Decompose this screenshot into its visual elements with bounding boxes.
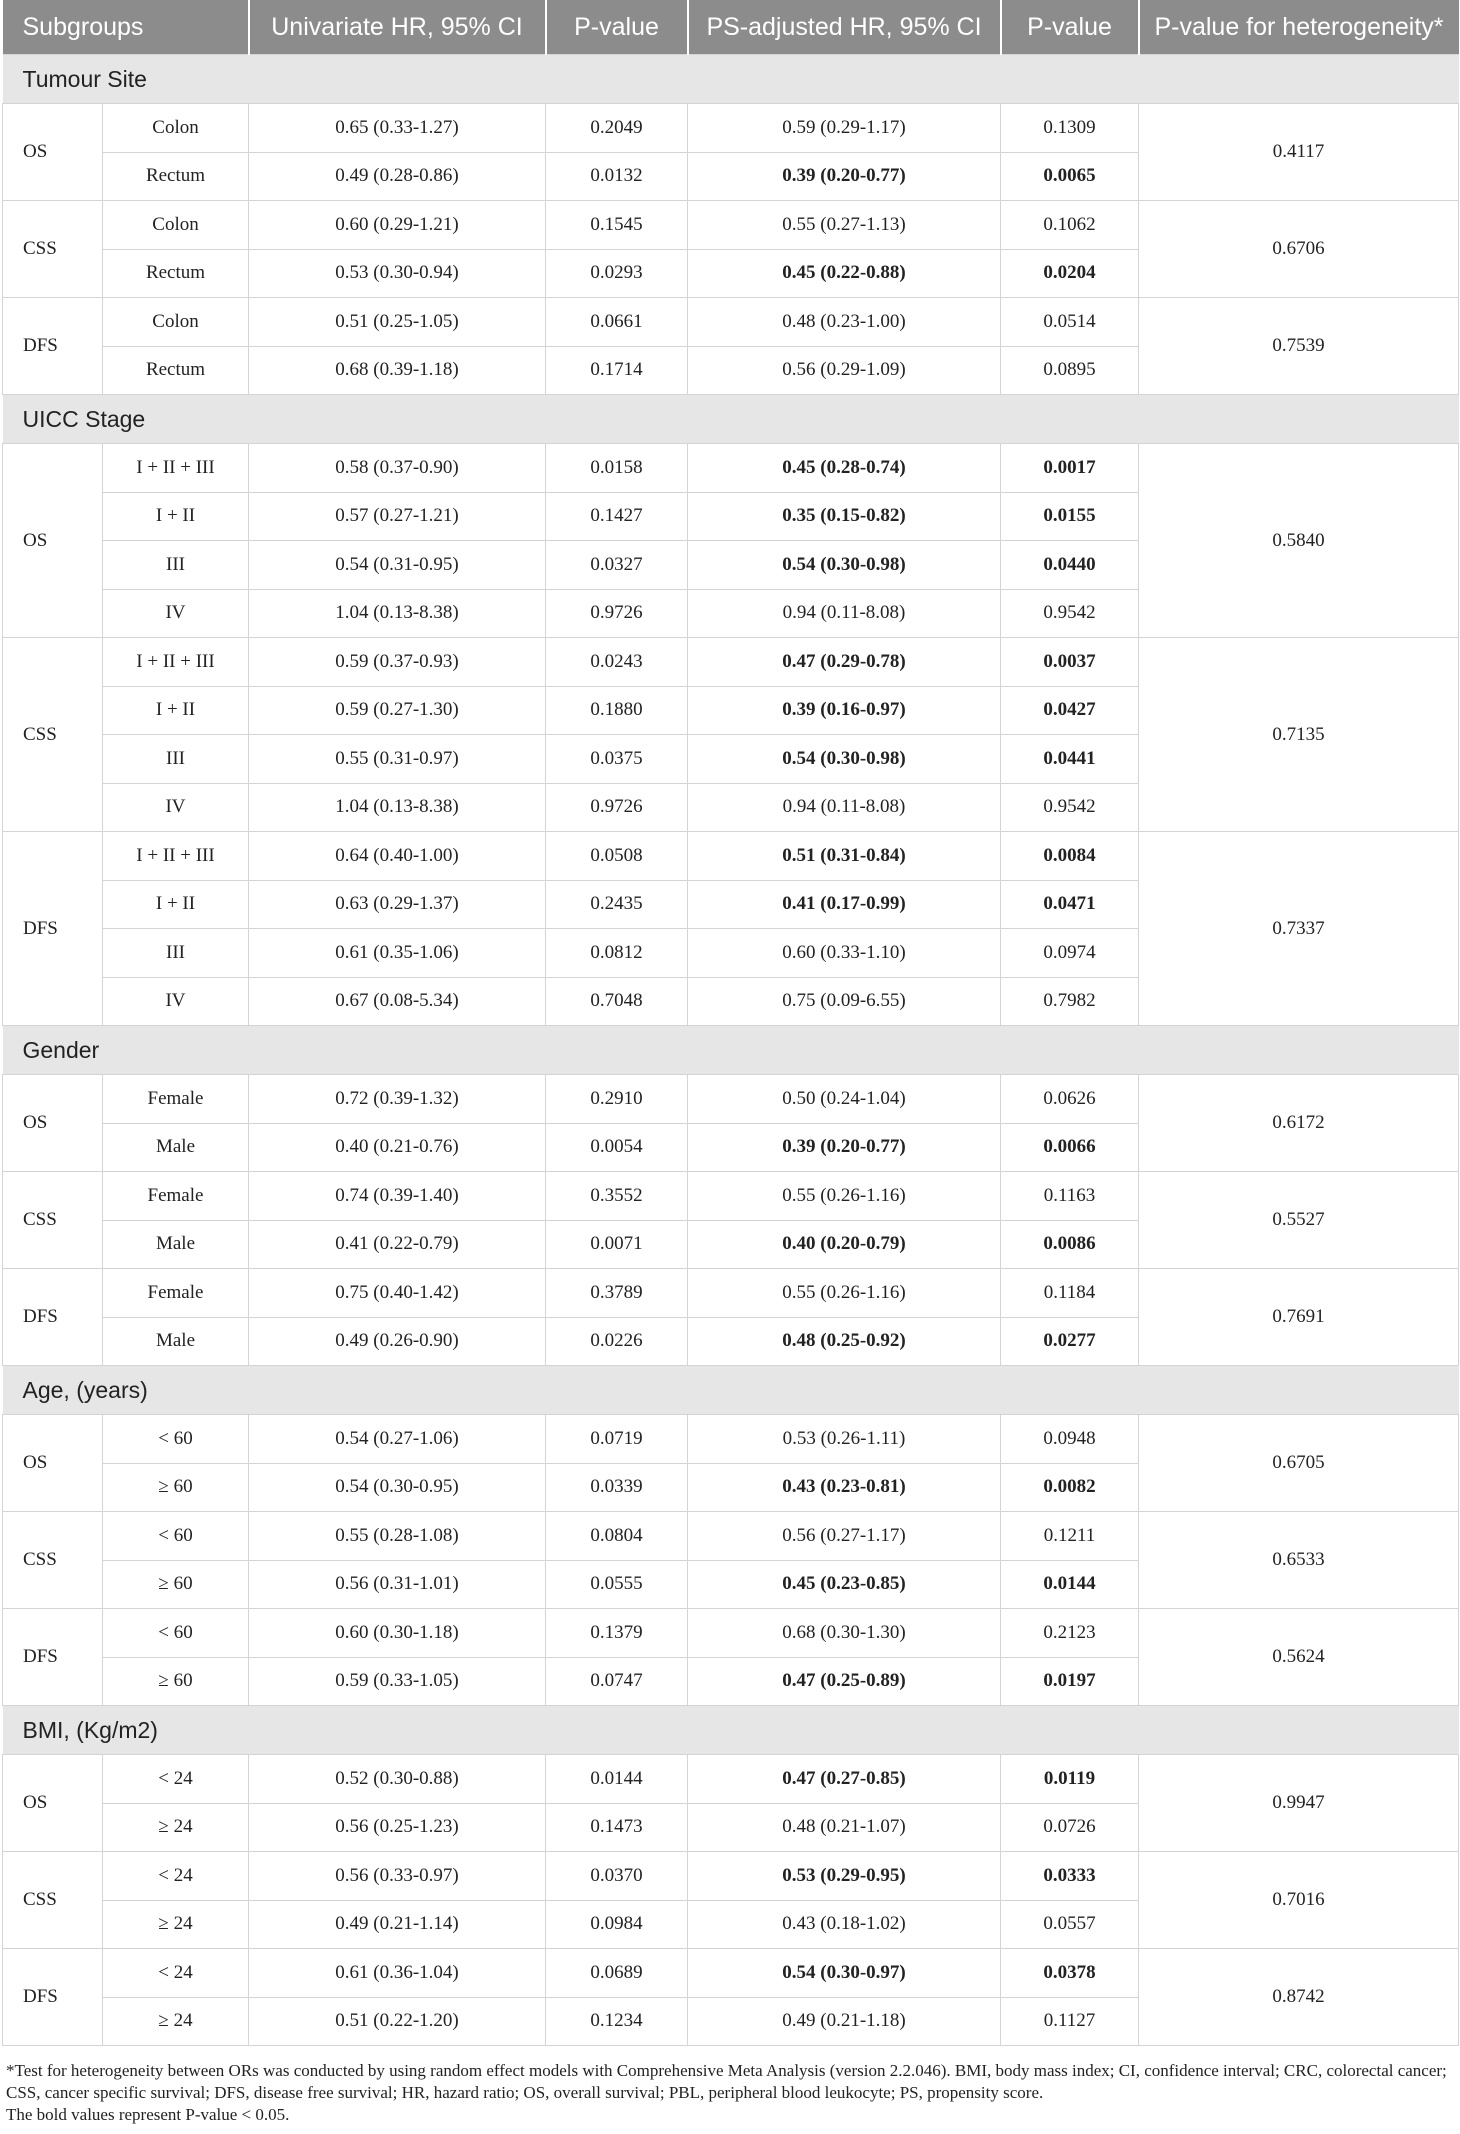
subgroup-cell: III (103, 541, 249, 590)
outcome-cell: CSS (3, 201, 103, 298)
subgroup-cell: I + II (103, 686, 249, 735)
ps-adjusted-hr-cell: 0.50 (0.24-1.04) (688, 1075, 1001, 1124)
outcome-cell: OS (3, 104, 103, 201)
univariate-hr-cell: 0.52 (0.30-0.88) (249, 1755, 546, 1804)
ps-adjusted-hr-cell: 0.47 (0.25-0.89) (688, 1657, 1001, 1706)
ps-adjusted-hr-cell: 0.55 (0.26-1.16) (688, 1269, 1001, 1318)
outcome-cell: CSS (3, 1172, 103, 1269)
univariate-hr-cell: 0.67 (0.08-5.34) (249, 977, 546, 1026)
ps-adjusted-hr-cell: 0.51 (0.31-0.84) (688, 832, 1001, 881)
univariate-p-cell: 0.7048 (546, 977, 688, 1026)
subgroup-hr-table (2, 0, 1459, 2046)
univariate-hr-cell: 0.54 (0.30-0.95) (249, 1463, 546, 1512)
ps-adjusted-hr-cell: 0.56 (0.29-1.09) (688, 346, 1001, 395)
ps-adjusted-p-cell: 0.0144 (1001, 1560, 1139, 1609)
subgroup-cell: < 60 (103, 1415, 249, 1464)
univariate-p-cell: 0.0689 (546, 1949, 688, 1998)
heterogeneity-p-cell: 0.7539 (1139, 298, 1459, 395)
ps-adjusted-hr-cell: 0.68 (0.30-1.30) (688, 1609, 1001, 1658)
subgroup-cell: Rectum (103, 152, 249, 201)
outcome-cell: DFS (3, 832, 103, 1026)
ps-adjusted-hr-cell: 0.54 (0.30-0.98) (688, 541, 1001, 590)
subgroup-cell: IV (103, 589, 249, 638)
univariate-p-cell: 0.0508 (546, 832, 688, 881)
ps-adjusted-p-cell: 0.0974 (1001, 929, 1139, 978)
univariate-hr-cell: 0.74 (0.39-1.40) (249, 1172, 546, 1221)
univariate-p-cell: 0.1880 (546, 686, 688, 735)
table-row (3, 1512, 1459, 1561)
section-title: Gender (3, 1026, 1459, 1075)
section-header-row (3, 55, 1459, 104)
univariate-hr-cell: 0.53 (0.30-0.94) (249, 249, 546, 298)
univariate-p-cell: 0.1427 (546, 492, 688, 541)
univariate-hr-cell: 0.56 (0.33-0.97) (249, 1852, 546, 1901)
subgroup-cell: Male (103, 1123, 249, 1172)
univariate-p-cell: 0.0293 (546, 249, 688, 298)
table-row (3, 1172, 1459, 1221)
univariate-hr-cell: 0.40 (0.21-0.76) (249, 1123, 546, 1172)
table-row (3, 832, 1459, 881)
outcome-cell: OS (3, 1415, 103, 1512)
ps-adjusted-p-cell: 0.0277 (1001, 1317, 1139, 1366)
ps-adjusted-hr-cell: 0.41 (0.17-0.99) (688, 880, 1001, 929)
ps-adjusted-p-cell: 0.0037 (1001, 638, 1139, 687)
outcome-cell: CSS (3, 1852, 103, 1949)
ps-adjusted-p-cell: 0.0471 (1001, 880, 1139, 929)
univariate-hr-cell: 0.72 (0.39-1.32) (249, 1075, 546, 1124)
heterogeneity-p-cell: 0.5624 (1139, 1609, 1459, 1706)
table-row (3, 201, 1459, 250)
subgroup-cell: I + II + III (103, 832, 249, 881)
univariate-hr-cell: 0.59 (0.27-1.30) (249, 686, 546, 735)
ps-adjusted-p-cell: 0.0017 (1001, 444, 1139, 493)
subgroup-cell: < 24 (103, 1949, 249, 1998)
ps-adjusted-hr-cell: 0.53 (0.29-0.95) (688, 1852, 1001, 1901)
subgroup-cell: Male (103, 1317, 249, 1366)
header-p-heterogeneity: P-value for heterogeneity* (1139, 0, 1459, 55)
ps-adjusted-hr-cell: 0.48 (0.25-0.92) (688, 1317, 1001, 1366)
univariate-hr-cell: 1.04 (0.13-8.38) (249, 783, 546, 832)
subgroup-cell: Female (103, 1172, 249, 1221)
univariate-hr-cell: 0.56 (0.31-1.01) (249, 1560, 546, 1609)
header-p-value-adjusted: P-value (1001, 0, 1139, 55)
ps-adjusted-hr-cell: 0.55 (0.27-1.13) (688, 201, 1001, 250)
ps-adjusted-p-cell: 0.0197 (1001, 1657, 1139, 1706)
ps-adjusted-p-cell: 0.0082 (1001, 1463, 1139, 1512)
section-header-row (3, 1026, 1459, 1075)
ps-adjusted-p-cell: 0.0204 (1001, 249, 1139, 298)
section-title: BMI, (Kg/m2) (3, 1706, 1459, 1755)
footnote-abbreviations: *Test for heterogeneity between ORs was conducted by using random effect models with Comprehensive Meta Analysis (version 2.2.046). BMI, body mass index; CI, confidence interval; CRC, colorectal cancer; CSS, cancer specific survival; DFS, disease free survival; HR, hazard ratio; OS, overall survival; PBL, peripheral blood leukocyte; PS, propensity score. (6, 2061, 1447, 2102)
outcome-cell: DFS (3, 298, 103, 395)
ps-adjusted-p-cell: 0.0084 (1001, 832, 1139, 881)
univariate-p-cell: 0.1379 (546, 1609, 688, 1658)
univariate-hr-cell: 0.55 (0.31-0.97) (249, 735, 546, 784)
heterogeneity-p-cell: 0.9947 (1139, 1755, 1459, 1852)
univariate-p-cell: 0.2049 (546, 104, 688, 153)
univariate-p-cell: 0.0071 (546, 1220, 688, 1269)
ps-adjusted-p-cell: 0.0948 (1001, 1415, 1139, 1464)
univariate-p-cell: 0.0144 (546, 1755, 688, 1804)
univariate-p-cell: 0.3789 (546, 1269, 688, 1318)
subgroup-cell: Colon (103, 201, 249, 250)
ps-adjusted-p-cell: 0.0626 (1001, 1075, 1139, 1124)
subgroup-cell: ≥ 60 (103, 1560, 249, 1609)
ps-adjusted-hr-cell: 0.94 (0.11-8.08) (688, 589, 1001, 638)
ps-adjusted-hr-cell: 0.45 (0.28-0.74) (688, 444, 1001, 493)
table-row (3, 1755, 1459, 1804)
ps-adjusted-hr-cell: 0.39 (0.20-0.77) (688, 152, 1001, 201)
outcome-cell: CSS (3, 638, 103, 832)
table-row (3, 1609, 1459, 1658)
univariate-hr-cell: 0.58 (0.37-0.90) (249, 444, 546, 493)
ps-adjusted-p-cell: 0.0066 (1001, 1123, 1139, 1172)
heterogeneity-p-cell: 0.4117 (1139, 104, 1459, 201)
subgroup-cell: Colon (103, 104, 249, 153)
ps-adjusted-p-cell: 0.0427 (1001, 686, 1139, 735)
ps-adjusted-hr-cell: 0.54 (0.30-0.97) (688, 1949, 1001, 1998)
univariate-p-cell: 0.0804 (546, 1512, 688, 1561)
ps-adjusted-hr-cell: 0.49 (0.21-1.18) (688, 1997, 1001, 2046)
outcome-cell: DFS (3, 1609, 103, 1706)
ps-adjusted-p-cell: 0.0895 (1001, 346, 1139, 395)
univariate-p-cell: 0.0327 (546, 541, 688, 590)
ps-adjusted-hr-cell: 0.55 (0.26-1.16) (688, 1172, 1001, 1221)
ps-adjusted-p-cell: 0.0333 (1001, 1852, 1139, 1901)
univariate-hr-cell: 0.56 (0.25-1.23) (249, 1803, 546, 1852)
univariate-p-cell: 0.2910 (546, 1075, 688, 1124)
subgroup-cell: IV (103, 783, 249, 832)
heterogeneity-p-cell: 0.5840 (1139, 444, 1459, 638)
univariate-p-cell: 0.1473 (546, 1803, 688, 1852)
ps-adjusted-hr-cell: 0.45 (0.22-0.88) (688, 249, 1001, 298)
univariate-p-cell: 0.0226 (546, 1317, 688, 1366)
univariate-hr-cell: 0.49 (0.28-0.86) (249, 152, 546, 201)
heterogeneity-p-cell: 0.7691 (1139, 1269, 1459, 1366)
heterogeneity-p-cell: 0.6706 (1139, 201, 1459, 298)
ps-adjusted-p-cell: 0.0378 (1001, 1949, 1139, 1998)
univariate-p-cell: 0.0719 (546, 1415, 688, 1464)
subgroup-cell: I + II + III (103, 638, 249, 687)
table-header-row (3, 0, 1459, 55)
subgroup-cell: Rectum (103, 346, 249, 395)
table-row (3, 638, 1459, 687)
heterogeneity-p-cell: 0.6533 (1139, 1512, 1459, 1609)
table-row (3, 1269, 1459, 1318)
section-header-row (3, 1366, 1459, 1415)
outcome-cell: CSS (3, 1512, 103, 1609)
header-ps-adjusted-hr: PS-adjusted HR, 95% CI (688, 0, 1001, 55)
univariate-hr-cell: 0.64 (0.40-1.00) (249, 832, 546, 881)
univariate-p-cell: 0.1714 (546, 346, 688, 395)
section-title: Age, (years) (3, 1366, 1459, 1415)
outcome-cell: OS (3, 1755, 103, 1852)
ps-adjusted-p-cell: 0.7982 (1001, 977, 1139, 1026)
univariate-hr-cell: 0.54 (0.31-0.95) (249, 541, 546, 590)
univariate-hr-cell: 0.51 (0.25-1.05) (249, 298, 546, 347)
ps-adjusted-hr-cell: 0.60 (0.33-1.10) (688, 929, 1001, 978)
table-footnotes (0, 2046, 1460, 2126)
heterogeneity-p-cell: 0.8742 (1139, 1949, 1459, 2046)
ps-adjusted-hr-cell: 0.48 (0.23-1.00) (688, 298, 1001, 347)
univariate-p-cell: 0.0132 (546, 152, 688, 201)
subgroup-cell: ≥ 24 (103, 1997, 249, 2046)
ps-adjusted-p-cell: 0.1127 (1001, 1997, 1139, 2046)
univariate-hr-cell: 0.61 (0.36-1.04) (249, 1949, 546, 1998)
section-header-row (3, 395, 1459, 444)
ps-adjusted-hr-cell: 0.53 (0.26-1.11) (688, 1415, 1001, 1464)
univariate-p-cell: 0.0370 (546, 1852, 688, 1901)
univariate-hr-cell: 0.54 (0.27-1.06) (249, 1415, 546, 1464)
table-body (3, 55, 1459, 2046)
table-row (3, 444, 1459, 493)
outcome-cell: DFS (3, 1269, 103, 1366)
ps-adjusted-hr-cell: 0.35 (0.15-0.82) (688, 492, 1001, 541)
univariate-p-cell: 0.0375 (546, 735, 688, 784)
univariate-p-cell: 0.9726 (546, 589, 688, 638)
heterogeneity-p-cell: 0.7337 (1139, 832, 1459, 1026)
subgroup-cell: < 24 (103, 1852, 249, 1901)
subgroup-cell: ≥ 60 (103, 1657, 249, 1706)
ps-adjusted-hr-cell: 0.54 (0.30-0.98) (688, 735, 1001, 784)
ps-adjusted-hr-cell: 0.94 (0.11-8.08) (688, 783, 1001, 832)
univariate-p-cell: 0.1234 (546, 1997, 688, 2046)
outcome-cell: OS (3, 444, 103, 638)
univariate-hr-cell: 0.61 (0.35-1.06) (249, 929, 546, 978)
ps-adjusted-hr-cell: 0.59 (0.29-1.17) (688, 104, 1001, 153)
subgroup-cell: < 60 (103, 1512, 249, 1561)
ps-adjusted-hr-cell: 0.56 (0.27-1.17) (688, 1512, 1001, 1561)
ps-adjusted-hr-cell: 0.39 (0.20-0.77) (688, 1123, 1001, 1172)
univariate-p-cell: 0.2435 (546, 880, 688, 929)
ps-adjusted-p-cell: 0.0726 (1001, 1803, 1139, 1852)
subgroup-cell: Colon (103, 298, 249, 347)
univariate-hr-cell: 0.65 (0.33-1.27) (249, 104, 546, 153)
univariate-hr-cell: 0.63 (0.29-1.37) (249, 880, 546, 929)
subgroup-cell: Male (103, 1220, 249, 1269)
univariate-p-cell: 0.0339 (546, 1463, 688, 1512)
footnote-bold-values: The bold values represent P-value < 0.05. (6, 2105, 290, 2124)
univariate-hr-cell: 0.51 (0.22-1.20) (249, 1997, 546, 2046)
subgroup-cell: III (103, 735, 249, 784)
ps-adjusted-hr-cell: 0.43 (0.18-1.02) (688, 1900, 1001, 1949)
univariate-p-cell: 0.0158 (546, 444, 688, 493)
section-header-row (3, 1706, 1459, 1755)
univariate-p-cell: 0.0661 (546, 298, 688, 347)
ps-adjusted-p-cell: 0.1062 (1001, 201, 1139, 250)
univariate-hr-cell: 0.55 (0.28-1.08) (249, 1512, 546, 1561)
univariate-hr-cell: 0.49 (0.21-1.14) (249, 1900, 546, 1949)
ps-adjusted-p-cell: 0.1211 (1001, 1512, 1139, 1561)
univariate-p-cell: 0.9726 (546, 783, 688, 832)
subgroup-cell: ≥ 24 (103, 1803, 249, 1852)
ps-adjusted-p-cell: 0.9542 (1001, 783, 1139, 832)
ps-adjusted-hr-cell: 0.39 (0.16-0.97) (688, 686, 1001, 735)
ps-adjusted-p-cell: 0.9542 (1001, 589, 1139, 638)
univariate-p-cell: 0.0747 (546, 1657, 688, 1706)
section-title: UICC Stage (3, 395, 1459, 444)
ps-adjusted-hr-cell: 0.75 (0.09-6.55) (688, 977, 1001, 1026)
heterogeneity-p-cell: 0.7135 (1139, 638, 1459, 832)
ps-adjusted-p-cell: 0.0086 (1001, 1220, 1139, 1269)
subgroup-cell: ≥ 60 (103, 1463, 249, 1512)
subgroup-cell: ≥ 24 (103, 1900, 249, 1949)
ps-adjusted-p-cell: 0.1184 (1001, 1269, 1139, 1318)
univariate-hr-cell: 0.68 (0.39-1.18) (249, 346, 546, 395)
ps-adjusted-hr-cell: 0.47 (0.27-0.85) (688, 1755, 1001, 1804)
table-row (3, 104, 1459, 153)
heterogeneity-p-cell: 0.7016 (1139, 1852, 1459, 1949)
heterogeneity-p-cell: 0.6172 (1139, 1075, 1459, 1172)
subgroup-cell: I + II (103, 492, 249, 541)
ps-adjusted-hr-cell: 0.47 (0.29-0.78) (688, 638, 1001, 687)
univariate-p-cell: 0.0812 (546, 929, 688, 978)
ps-adjusted-p-cell: 0.0119 (1001, 1755, 1139, 1804)
outcome-cell: OS (3, 1075, 103, 1172)
ps-adjusted-hr-cell: 0.40 (0.20-0.79) (688, 1220, 1001, 1269)
ps-adjusted-p-cell: 0.0441 (1001, 735, 1139, 784)
subgroup-cell: IV (103, 977, 249, 1026)
heterogeneity-p-cell: 0.6705 (1139, 1415, 1459, 1512)
univariate-hr-cell: 0.75 (0.40-1.42) (249, 1269, 546, 1318)
ps-adjusted-p-cell: 0.1309 (1001, 104, 1139, 153)
table-row (3, 1852, 1459, 1901)
univariate-p-cell: 0.0555 (546, 1560, 688, 1609)
univariate-hr-cell: 1.04 (0.13-8.38) (249, 589, 546, 638)
ps-adjusted-p-cell: 0.0440 (1001, 541, 1139, 590)
subgroup-cell: < 60 (103, 1609, 249, 1658)
subgroup-cell: < 24 (103, 1755, 249, 1804)
univariate-hr-cell: 0.59 (0.33-1.05) (249, 1657, 546, 1706)
ps-adjusted-p-cell: 0.0155 (1001, 492, 1139, 541)
ps-adjusted-p-cell: 0.0065 (1001, 152, 1139, 201)
univariate-p-cell: 0.3552 (546, 1172, 688, 1221)
univariate-hr-cell: 0.59 (0.37-0.93) (249, 638, 546, 687)
univariate-hr-cell: 0.49 (0.26-0.90) (249, 1317, 546, 1366)
univariate-hr-cell: 0.57 (0.27-1.21) (249, 492, 546, 541)
table-row (3, 298, 1459, 347)
header-subgroups: Subgroups (3, 0, 249, 55)
outcome-cell: DFS (3, 1949, 103, 2046)
heterogeneity-p-cell: 0.5527 (1139, 1172, 1459, 1269)
header-univariate-hr: Univariate HR, 95% CI (249, 0, 546, 55)
ps-adjusted-hr-cell: 0.45 (0.23-0.85) (688, 1560, 1001, 1609)
table-row (3, 1075, 1459, 1124)
table-row (3, 1949, 1459, 1998)
subgroup-cell: Female (103, 1075, 249, 1124)
univariate-hr-cell: 0.60 (0.30-1.18) (249, 1609, 546, 1658)
subgroup-cell: I + II + III (103, 444, 249, 493)
header-p-value-univariate: P-value (546, 0, 688, 55)
ps-adjusted-p-cell: 0.1163 (1001, 1172, 1139, 1221)
subgroup-cell: Rectum (103, 249, 249, 298)
subgroup-cell: Female (103, 1269, 249, 1318)
ps-adjusted-p-cell: 0.0514 (1001, 298, 1139, 347)
ps-adjusted-p-cell: 0.0557 (1001, 1900, 1139, 1949)
section-title: Tumour Site (3, 55, 1459, 104)
subgroup-cell: III (103, 929, 249, 978)
univariate-p-cell: 0.1545 (546, 201, 688, 250)
ps-adjusted-hr-cell: 0.48 (0.21-1.07) (688, 1803, 1001, 1852)
univariate-p-cell: 0.0054 (546, 1123, 688, 1172)
ps-adjusted-hr-cell: 0.43 (0.23-0.81) (688, 1463, 1001, 1512)
univariate-hr-cell: 0.41 (0.22-0.79) (249, 1220, 546, 1269)
table-row (3, 1415, 1459, 1464)
ps-adjusted-p-cell: 0.2123 (1001, 1609, 1139, 1658)
univariate-p-cell: 0.0243 (546, 638, 688, 687)
univariate-hr-cell: 0.60 (0.29-1.21) (249, 201, 546, 250)
subgroup-cell: I + II (103, 880, 249, 929)
univariate-p-cell: 0.0984 (546, 1900, 688, 1949)
